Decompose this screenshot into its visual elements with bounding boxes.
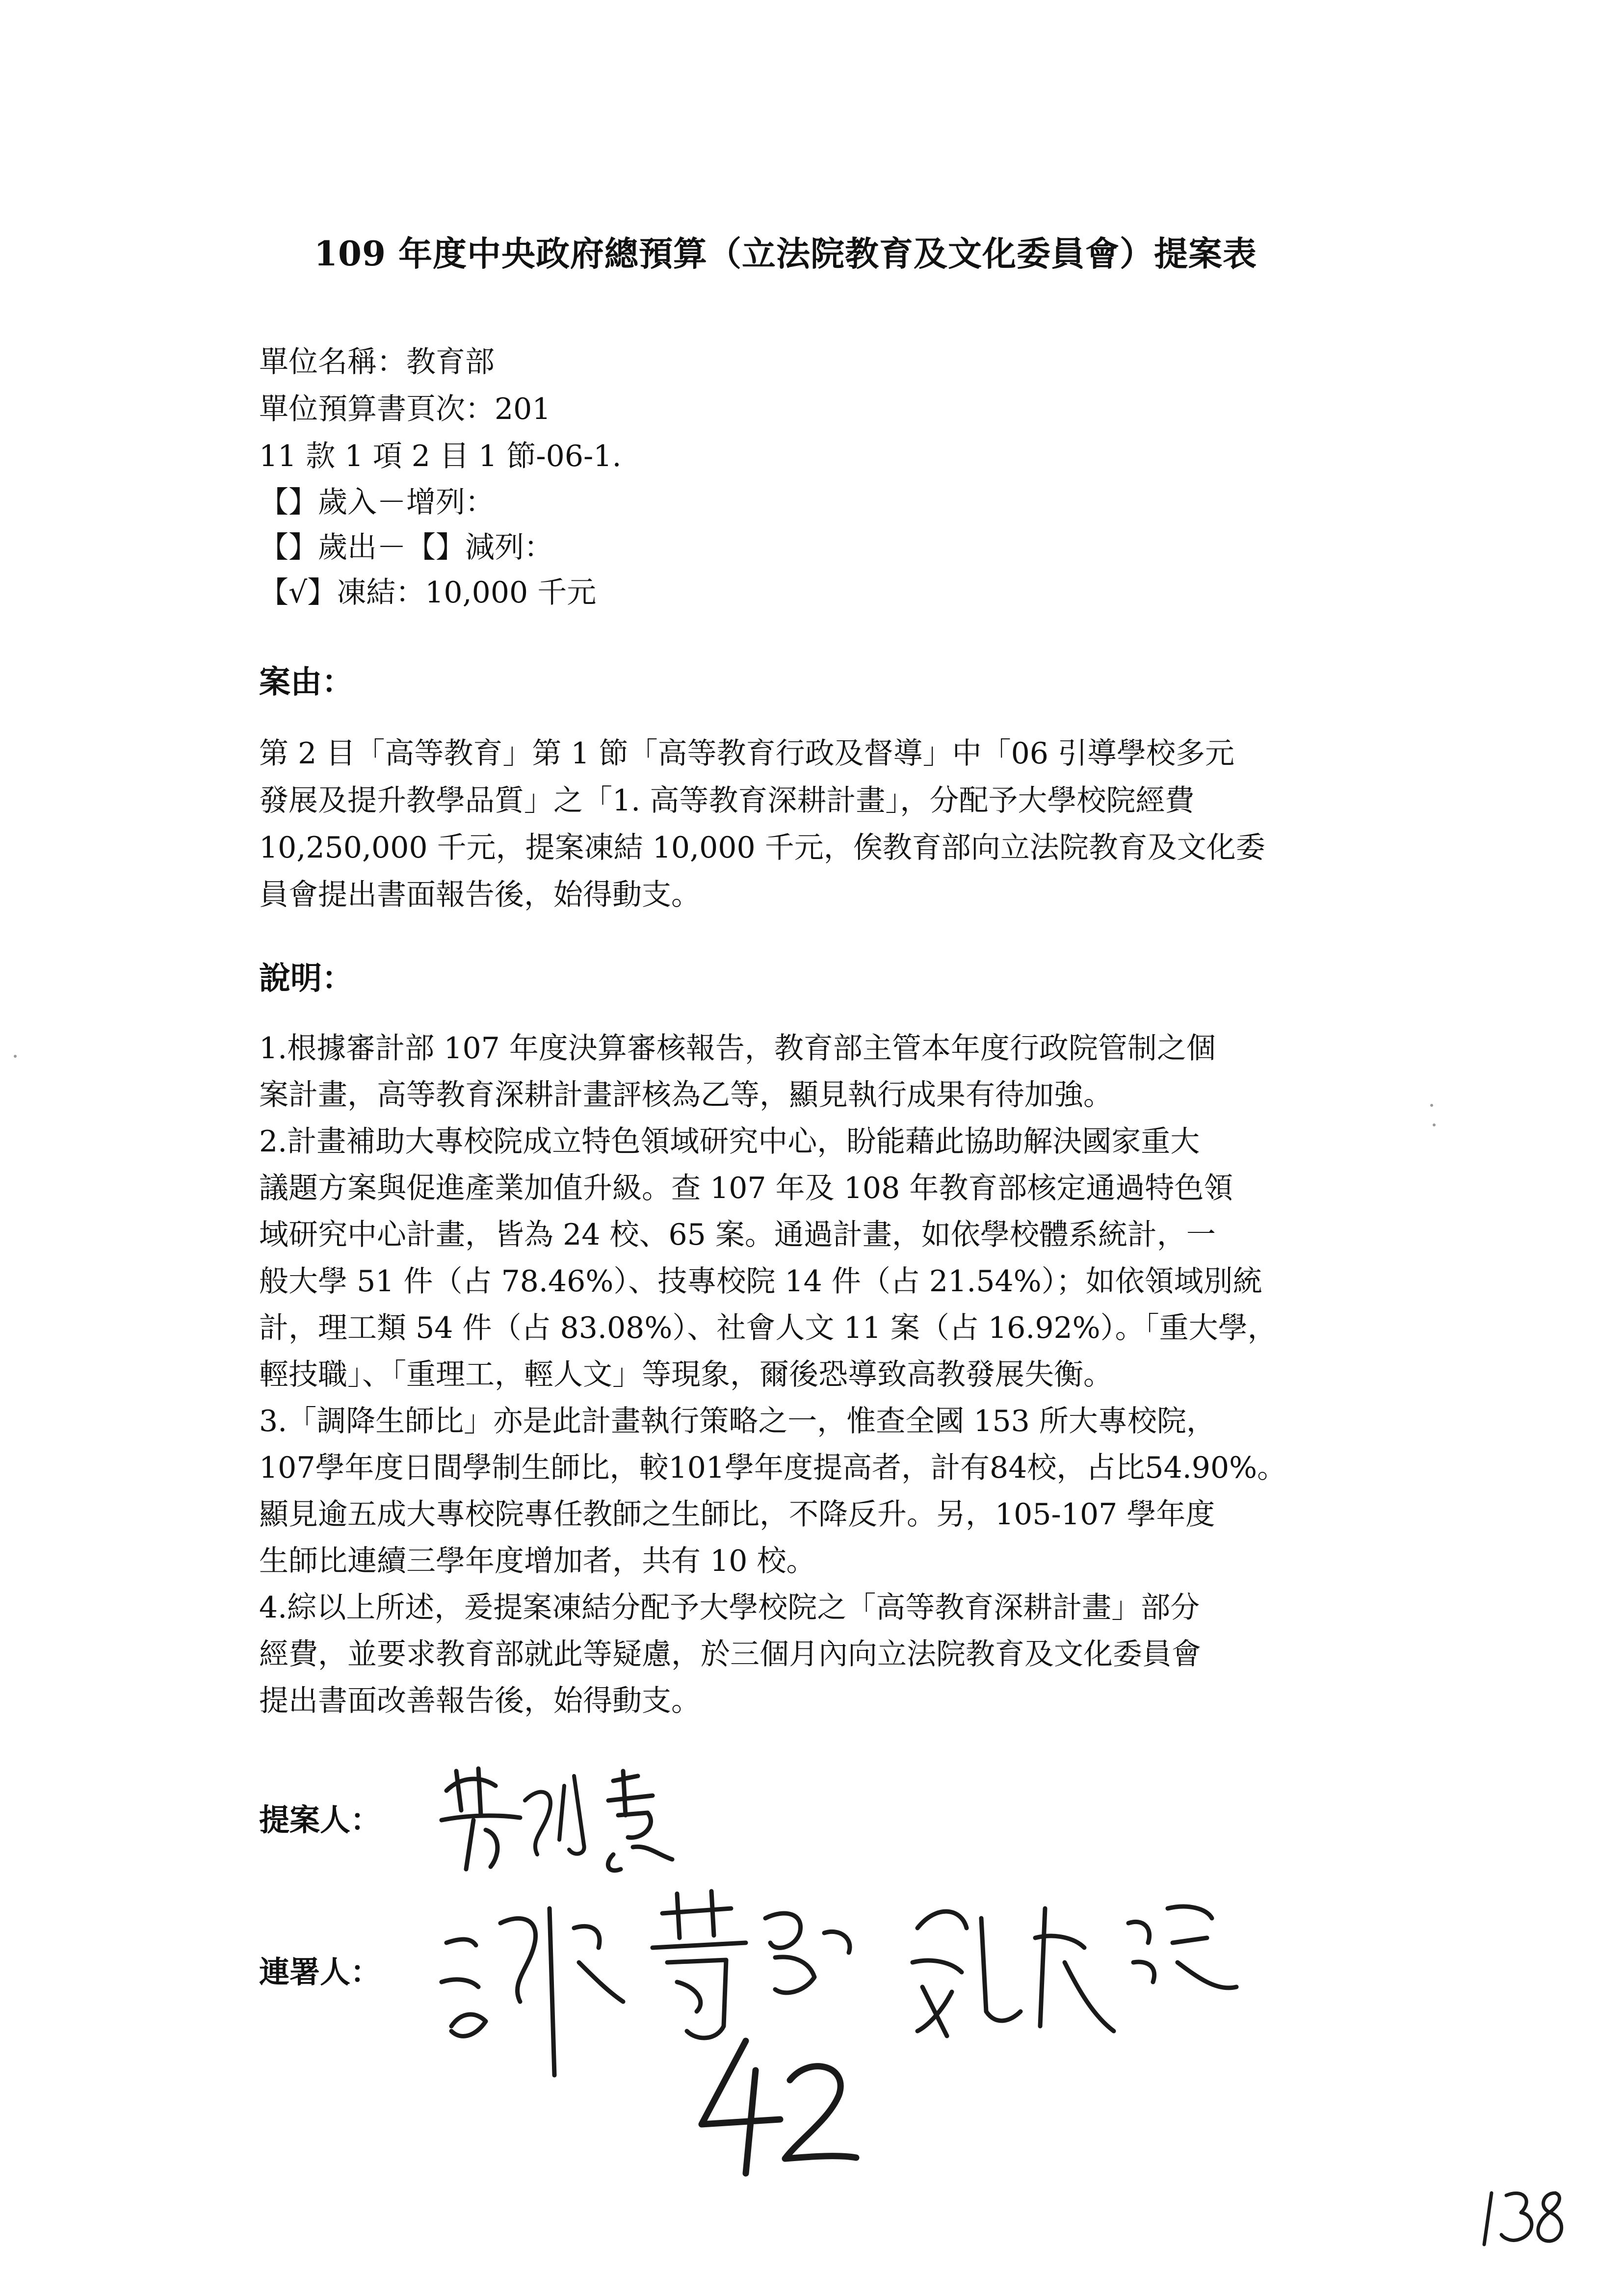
- explanation-line: 顯見逾五成大專校院專任教師之生師比，不降反升。另，105-107 學年度: [259, 1497, 1215, 1532]
- reason-line: 第 2 目「高等教育」第 1 節「高等教育行政及督導」中「06 引導學校多元: [259, 736, 1235, 771]
- scan-speck: [14, 1055, 17, 1058]
- budget-page: 單位預算書頁次：201: [259, 392, 551, 426]
- explanation-line: 3.「調降生師比」亦是此計畫執行策略之一，惟查全國 153 所大專校院，: [259, 1404, 1216, 1438]
- expense-line: 【】歲出－【】減列：: [259, 530, 553, 565]
- explanation-line: 般大學 51 件（占 78.46%）、技專校院 14 件（占 21.54%）；如依領域別統: [259, 1264, 1262, 1299]
- explanation-line: 輕技職」、「重理工，輕人文」等現象，爾後恐導致高教發展失衡。: [259, 1357, 1113, 1392]
- explanation-line: 生師比連續三學年度增加者，共有 10 校。: [259, 1544, 816, 1578]
- item-code: 11 款 1 項 2 目 1 節-06-1.: [259, 439, 622, 473]
- reason-line: 員會提出書面報告後，始得動支。: [259, 878, 701, 912]
- explanation-line: 域研究中心計畫，皆為 24 校、65 案。通過計畫，如依學校體系統計，一: [259, 1218, 1216, 1252]
- explanation-line: 4.綜以上所述，爰提案凍結分配予大學校院之「高等教育深耕計畫」部分: [259, 1591, 1200, 1625]
- revenue-line: 【】歲入－增列：: [259, 485, 495, 520]
- meta-block: [259, 339, 622, 615]
- reason-line: 10,250,000 千元，提案凍結 10,000 千元，俟教育部向立法院教育及文化委: [259, 831, 1265, 865]
- scan-speck: [1433, 1123, 1436, 1126]
- cosigner-signatures: [432, 1864, 1315, 2090]
- explanation-line: 1.根據審計部 107 年度決算審核報告，教育部主管本年度行政院管制之個: [259, 1031, 1216, 1066]
- explanation-body: [259, 1025, 1397, 1724]
- reason-body: [259, 730, 1397, 918]
- explanation-line: 提出書面改善報告後，始得動支。: [259, 1684, 701, 1718]
- explanation-heading: 說明：: [259, 960, 353, 997]
- scan-speck: [1430, 1104, 1433, 1107]
- explanation-line: 計，理工類 54 件（占 83.08%）、社會人文 11 案（占 16.92%）。「重大學，: [259, 1311, 1277, 1345]
- document-title: 109 年度中央政府總預算（立法院教育及文化委員會）提案表: [314, 234, 1257, 274]
- freeze-line: 【√】凍結：10,000 千元: [259, 575, 597, 610]
- explanation-line: 議題方案與促進產業加值升級。查 107 年及 108 年教育部核定通過特色領: [259, 1171, 1233, 1205]
- unit-name: 單位名稱：教育部: [259, 345, 495, 379]
- handwritten-number: [687, 2026, 864, 2183]
- explanation-line: 107學年度日間學制生師比，較101學年度提高者，計有84校，占比54.90%。: [259, 1451, 1287, 1485]
- proposer-label: 提案人：: [259, 1802, 381, 1838]
- explanation-line: 經費，並要求教育部就此等疑慮，於三個月內向立法院教育及文化委員會: [259, 1637, 1201, 1671]
- cosigner-label: 連署人：: [259, 1954, 381, 1990]
- reason-line: 發展及提升教學品質」之「1. 高等教育深耕計畫」，分配予大學校院經費: [259, 783, 1195, 818]
- page-number: [1477, 2178, 1575, 2257]
- explanation-line: 2.計畫補助大專校院成立特色領域研究中心，盼能藉此協助解決國家重大: [259, 1124, 1200, 1159]
- explanation-line: 案計畫，高等教育深耕計畫評核為乙等，顯見執行成果有待加強。: [259, 1078, 1113, 1112]
- reason-heading: 案由：: [259, 664, 353, 701]
